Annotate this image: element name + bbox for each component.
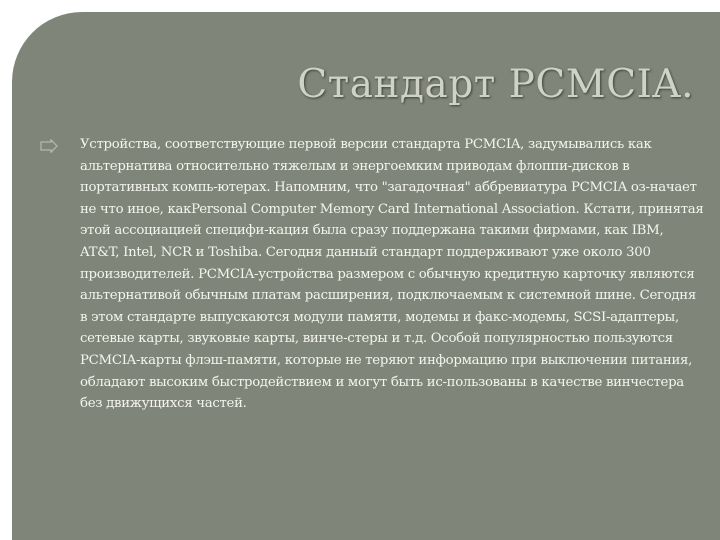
bullet-text: Устройства, соответствующие первой версии стандарта PCMCIA, задумывались как альтернатива относительно тяжелым и энергоемким приводам флоппи-дисков в портативных компь-ютерах. Напомним, что "загадочная" аббревиатура PCMCIA оз-начает не что иное, какPersonal Computer Memory Card International Association. Кстати, принятая этой ассоциацией специфи-кация была сразу поддержана такими фирмами, как IBM, AT&T, Intel, NCR и Toshiba. Сегодня данный стандарт поддерживают уже около 300 производителей. PCMCIA-устройства размером с обычную кредитную карточку являются альтернативой обычным платам расширения, подключаемым к системной шине. Сегодня в этом стандарте выпускаются модули памяти, модемы и факс-модемы, SCSI-адаптеры, сетевые карты, звуковые карты, винче-стеры и т.д. Особой популярностью пользуются PCMCIA-карты флэш-памяти, которые не теряют информацию при выключении питания, обладают высоким быстродействием и могут быть ис-пользованы в качестве винчестера без движущихся частей. — [80, 137, 704, 412]
slide-title: Стандарт PCMCIA. — [297, 62, 694, 107]
slide-panel — [12, 12, 720, 540]
hollow-arrow-bullet-icon — [40, 138, 58, 152]
